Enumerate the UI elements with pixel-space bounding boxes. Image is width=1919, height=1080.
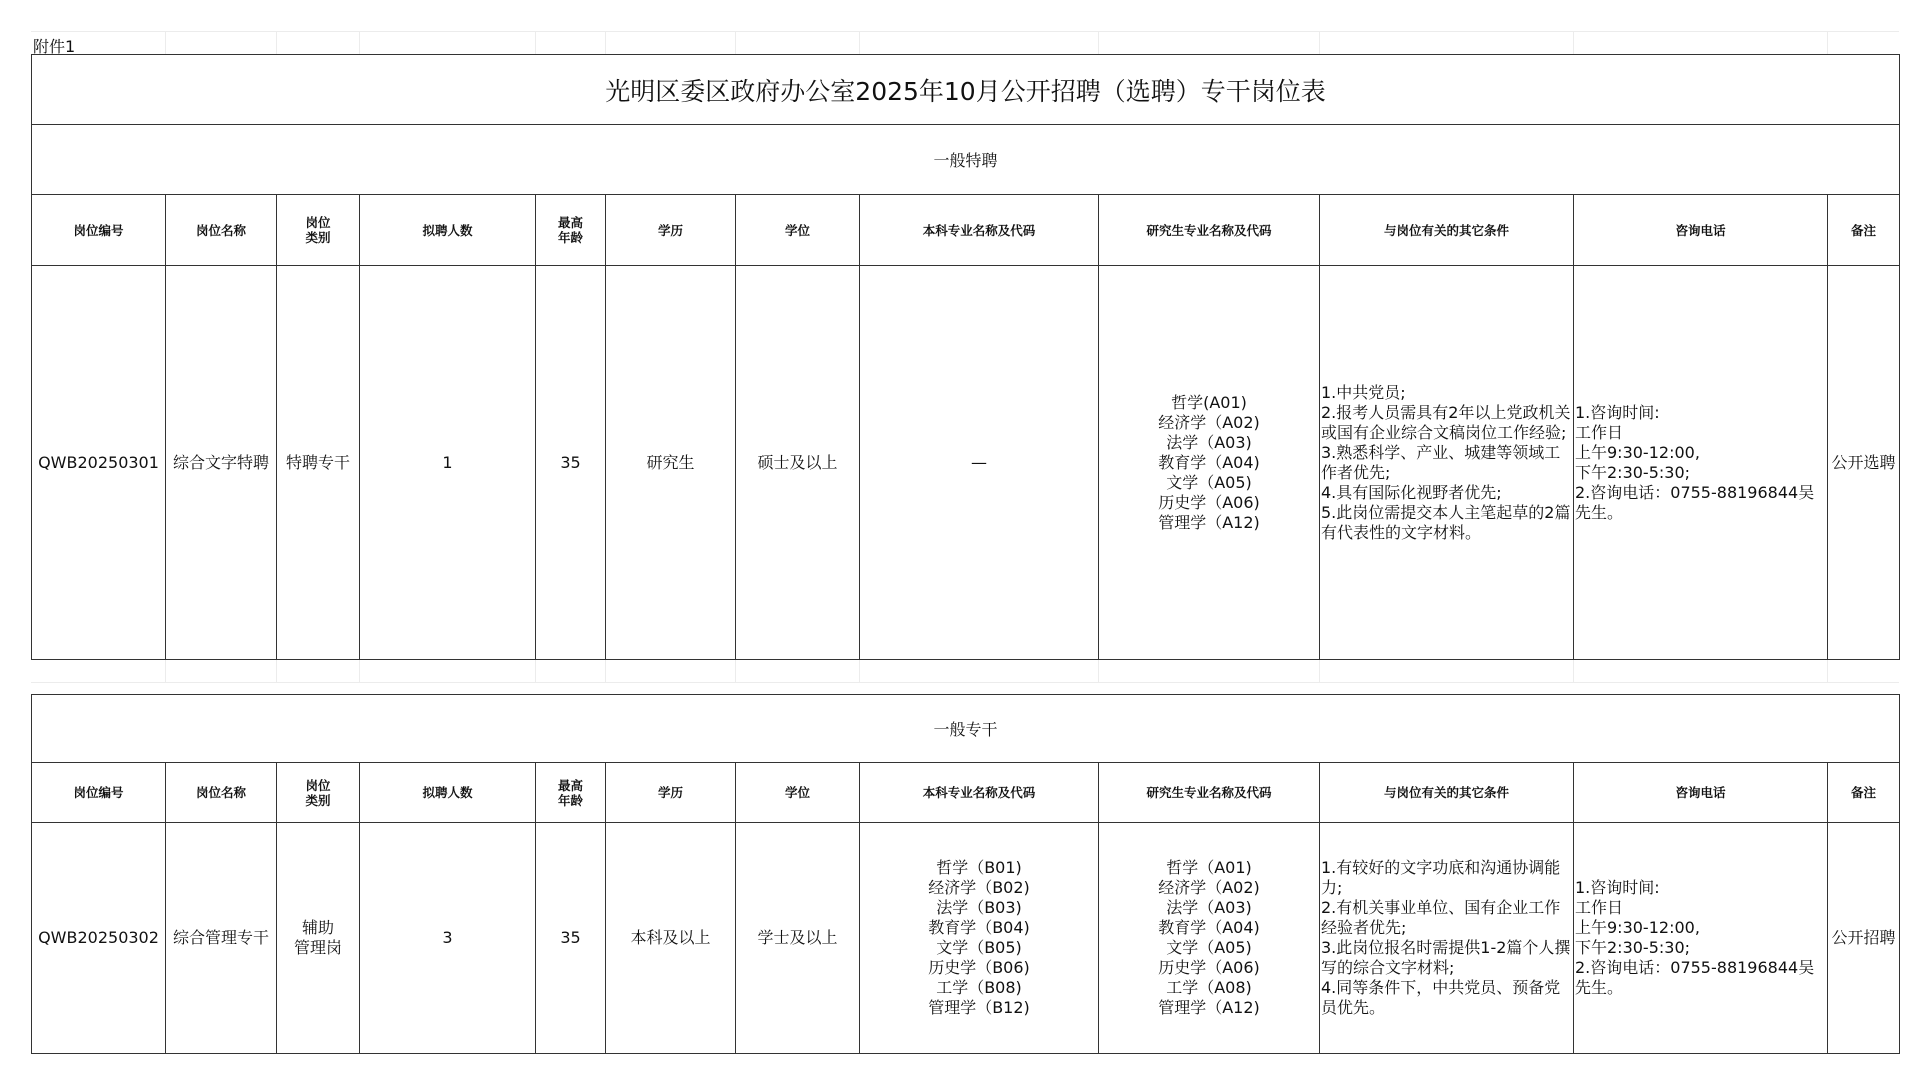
- condition-item: 5.此岗位需提交本人主笔起草的2篇有代表性的文字材料。: [1321, 502, 1571, 542]
- major-item: 经济学（A02): [1158, 412, 1260, 432]
- section-title: 一般专干: [32, 695, 1900, 763]
- cell-degree: 学士及以上: [736, 823, 860, 1054]
- cell-count: 1: [360, 266, 536, 660]
- cell-education: 研究生: [606, 266, 736, 660]
- header-grad-major: 研究生专业名称及代码: [1099, 763, 1320, 823]
- major-item: 文学（A05): [1166, 472, 1252, 492]
- major-item: 工学（B08): [936, 978, 1022, 997]
- header-conditions: 与岗位有关的其它条件: [1320, 763, 1574, 823]
- header-undergrad-major: 本科专业名称及代码: [860, 763, 1099, 823]
- header-undergrad-major: 本科专业名称及代码: [860, 195, 1099, 266]
- major-item: 工学（A08): [1166, 978, 1252, 997]
- major-item: 管理学（A12): [1158, 998, 1260, 1017]
- phone-line: 工作日: [1575, 898, 1624, 917]
- page-title: [31, 54, 1900, 125]
- attachment-label: 附件1: [33, 37, 76, 56]
- phone-line: 1.咨询时间:: [1575, 402, 1660, 422]
- major-item: 哲学(A01): [1171, 392, 1247, 412]
- cell-remark: 公开招聘: [1828, 823, 1900, 1054]
- header-age: [536, 195, 606, 266]
- empty-grid-row: [31, 31, 1899, 55]
- cell-undergrad-major: [860, 823, 1099, 1054]
- cell-grad-major: [1099, 823, 1320, 1054]
- cell-name: 综合文字特聘: [166, 266, 277, 660]
- job-table-section-2: [31, 694, 1900, 1054]
- cell-age: 35: [536, 266, 606, 660]
- major-item: 哲学（B01): [936, 858, 1022, 877]
- cell-grad-major: [1099, 266, 1320, 660]
- major-item: 教育学（B04): [928, 918, 1030, 937]
- condition-item: 4.具有国际化视野者优先;: [1321, 482, 1502, 502]
- page-title-text: 光明区委区政府办公室2025年10月公开招聘（选聘）专干岗位表: [605, 77, 1326, 106]
- header-category-line: 岗位: [305, 215, 331, 230]
- cell-age: 35: [536, 823, 606, 1054]
- header-name: 岗位名称: [166, 763, 277, 823]
- section-title: 一般特聘: [32, 125, 1900, 195]
- cell-remark: 公开选聘: [1828, 266, 1900, 660]
- header-category: [277, 195, 360, 266]
- condition-item: 4.同等条件下，中共党员、预备党员优先。: [1321, 978, 1561, 1017]
- header-phone: 咨询电话: [1574, 763, 1828, 823]
- major-item: 法学（A03): [1166, 432, 1252, 452]
- header-conditions: 与岗位有关的其它条件: [1320, 195, 1574, 266]
- condition-item: 1.中共党员;: [1321, 382, 1406, 402]
- major-item: 历史学（A06): [1158, 958, 1260, 977]
- major-item: 教育学（A04): [1158, 918, 1260, 937]
- table-row: [32, 823, 1900, 1054]
- header-row: [32, 195, 1900, 266]
- cell-code: QWB20250301: [32, 266, 166, 660]
- condition-item: 3.熟悉科学、产业、城建等领域工作者优先;: [1321, 442, 1561, 482]
- major-item: 经济学（A02): [1158, 878, 1260, 897]
- category-line: 辅助: [301, 918, 334, 937]
- header-age-line: 年龄: [557, 230, 583, 245]
- header-remark: 备注: [1828, 763, 1900, 823]
- header-count: 拟聘人数: [360, 195, 536, 266]
- cell-conditions: [1320, 823, 1574, 1054]
- header-age-line: 最高: [557, 215, 583, 230]
- header-education: 学历: [606, 763, 736, 823]
- header-code: 岗位编号: [32, 763, 166, 823]
- header-code: 岗位编号: [32, 195, 166, 266]
- cell-conditions: [1320, 266, 1574, 660]
- cell-category: [277, 823, 360, 1054]
- empty-grid-row: [31, 659, 1899, 683]
- cell-phone: [1574, 823, 1828, 1054]
- major-item: 法学（A03): [1166, 898, 1252, 917]
- cell-count: 3: [360, 823, 536, 1054]
- phone-line: 1.咨询时间:: [1575, 878, 1660, 897]
- header-category-line: 岗位: [305, 777, 331, 793]
- header-phone: 咨询电话: [1574, 195, 1828, 266]
- phone-line: 2.咨询电话：0755-88196844吴先生。: [1575, 958, 1815, 997]
- cell-phone: [1574, 266, 1828, 660]
- condition-item: 2.报考人员需具有2年以上党政机关或国有企业综合文稿岗位工作经验;: [1321, 402, 1571, 442]
- phone-line: 下午2:30-5:30;: [1575, 462, 1691, 482]
- header-row: [32, 763, 1900, 823]
- header-name: 岗位名称: [166, 195, 277, 266]
- header-category-line: 类别: [305, 792, 331, 808]
- header-grad-major: 研究生专业名称及代码: [1099, 195, 1320, 266]
- major-item: 管理学（B12): [928, 998, 1030, 1017]
- table-row: [32, 266, 1900, 660]
- header-degree: 学位: [736, 763, 860, 823]
- cell-education: 本科及以上: [606, 823, 736, 1054]
- major-item: 历史学（A06): [1158, 492, 1260, 512]
- header-count: 拟聘人数: [360, 763, 536, 823]
- major-item: 文学（A05): [1166, 938, 1252, 957]
- major-item: 法学（B03): [936, 898, 1022, 917]
- cell-undergrad-major: —: [860, 266, 1099, 660]
- condition-item: 1.有较好的文字功底和沟通协调能力;: [1321, 858, 1561, 897]
- header-age: [536, 763, 606, 823]
- header-education: 学历: [606, 195, 736, 266]
- condition-item: 3.此岗位报名时需提供1-2篇个人撰写的综合文字材料;: [1321, 938, 1571, 977]
- phone-line: 工作日: [1575, 422, 1624, 442]
- major-item: 历史学（B06): [928, 958, 1030, 977]
- cell-category: 特聘专干: [277, 266, 360, 660]
- header-category-line: 类别: [305, 230, 331, 245]
- cell-code: QWB20250302: [32, 823, 166, 1054]
- header-age-line: 最高: [557, 777, 583, 793]
- major-item: 文学（B05): [936, 938, 1022, 957]
- major-item: 经济学（B02): [928, 878, 1030, 897]
- major-item: 管理学（A12): [1158, 512, 1260, 532]
- header-remark: 备注: [1828, 195, 1900, 266]
- major-item: 教育学（A04): [1158, 452, 1260, 472]
- category-line: 管理岗: [293, 938, 342, 957]
- header-category: [277, 763, 360, 823]
- condition-item: 2.有机关事业单位、国有企业工作经验者优先;: [1321, 898, 1561, 937]
- phone-line: 下午2:30-5:30;: [1575, 938, 1691, 957]
- header-age-line: 年龄: [557, 792, 583, 808]
- cell-degree: 硕士及以上: [736, 266, 860, 660]
- job-table-section-1: [31, 124, 1900, 660]
- cell-name: 综合管理专干: [166, 823, 277, 1054]
- phone-line: 上午9:30-12:00,: [1575, 918, 1700, 937]
- phone-line: 上午9:30-12:00,: [1575, 442, 1700, 462]
- header-degree: 学位: [736, 195, 860, 266]
- major-item: 哲学（A01): [1166, 858, 1252, 877]
- phone-line: 2.咨询电话：0755-88196844吴先生。: [1575, 482, 1815, 522]
